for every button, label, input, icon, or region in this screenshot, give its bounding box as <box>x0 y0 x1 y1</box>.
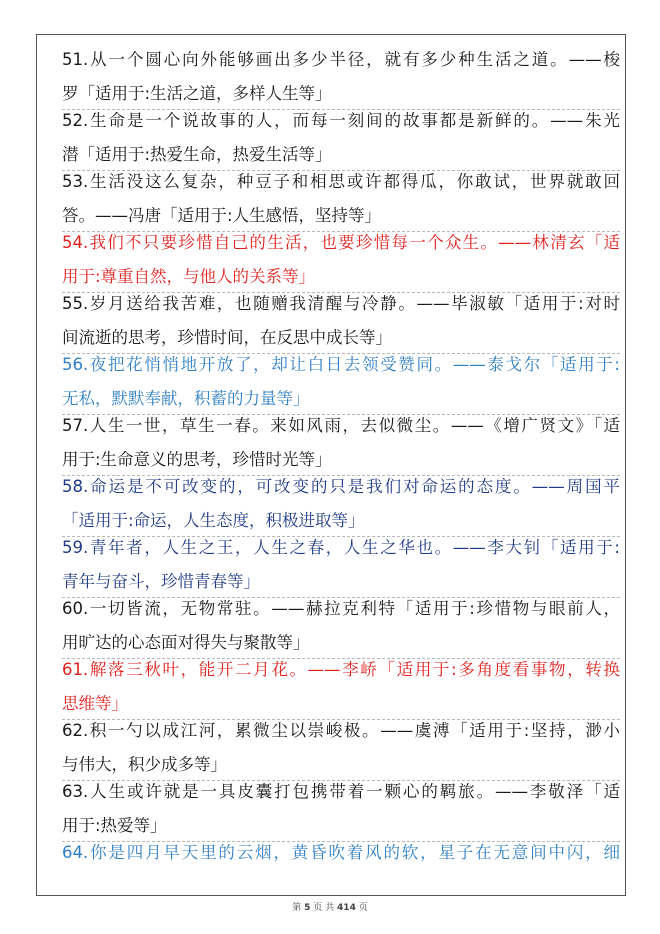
quote-line-2: 与伟大，积少成多等」 <box>62 755 227 774</box>
quote-line-1: 63.人生或许就是一具皮囊打包携带着一颗心的羁旅。——李敬泽「适 <box>62 782 620 801</box>
footer-prefix: 第 <box>292 903 302 913</box>
quote-line-1: 64.你是四月早天里的云烟，黄昏吹着风的软，星子在无意间中闪，细 <box>62 843 620 862</box>
quote-line-2: 用于:生命意义的思考，珍惜时光等」 <box>62 450 332 469</box>
quote-line-2: 「适用于:命运，人生态度，积极进取等」 <box>62 511 365 530</box>
quote-line-1: 52.生命是一个说故事的人，而每一刻间的故事都是新鲜的。——朱光 <box>62 111 620 130</box>
quote-entry <box>62 592 620 659</box>
quote-line-1: 53.生活没这么复杂，种豆子和相思或许都得瓜，你敢试，世界就敢回 <box>62 172 620 191</box>
footer-suffix: 页 <box>358 903 368 913</box>
quote-entry <box>62 470 620 537</box>
quote-entry <box>62 714 620 781</box>
footer-mid: 页 共 <box>313 903 335 913</box>
quote-line-1: 59.青年者，人生之王，人生之春，人生之华也。——李大钊「适用于: <box>62 538 620 557</box>
quote-line-2: 潜「适用于:热爱生命，热爱生活等」 <box>62 145 332 164</box>
quote-line-2: 间流逝的思考，珍惜时间，在反思中成长等」 <box>62 328 392 347</box>
quote-entry <box>62 409 620 476</box>
document-page <box>36 34 626 896</box>
quote-line-2: 用于:尊重自然，与他人的关系等」 <box>62 267 316 286</box>
page-footer <box>0 899 660 917</box>
footer-total-pages: 414 <box>337 903 356 913</box>
quote-line-2: 用于:热爱等」 <box>62 816 167 835</box>
quote-entry <box>62 226 620 293</box>
quote-entry <box>62 653 620 720</box>
quote-line-2: 无私，默默奉献，积蓄的力量等」 <box>62 389 310 408</box>
quote-line-1: 58.命运是不可改变的，可改变的只是我们对命运的态度。——周国平 <box>62 477 620 496</box>
quote-entry <box>62 104 620 171</box>
quote-entry <box>62 43 620 110</box>
quote-line-1: 57.人生一世，草生一春。来如风雨，去似微尘。——《增广贤文》「适 <box>62 416 620 435</box>
quote-line-1: 60.一切皆流，无物常驻。——赫拉克利特「适用于:珍惜物与眼前人， <box>62 599 620 618</box>
quote-line-1: 56.夜把花悄悄地开放了，却让白日去领受赞同。——泰戈尔「适用于: <box>62 355 620 374</box>
quote-line-2: 青年与奋斗，珍惜青春等」 <box>62 572 260 591</box>
quote-entry <box>62 165 620 232</box>
footer-page-number: 5 <box>304 903 311 913</box>
quote-line-1: 62.积一勺以成江河，累微尘以崇峻极。——虞溥「适用于:坚持，渺小 <box>62 721 620 740</box>
quote-line-2: 用旷达的心态面对得失与聚散等」 <box>62 633 310 652</box>
quote-line-2: 罗「适用于:生活之道，多样人生等」 <box>62 84 332 103</box>
quote-entry <box>62 287 620 354</box>
quote-line-1: 61.解落三秋叶，能开二月花。——李峤「适用于:多角度看事物，转换 <box>62 660 620 679</box>
quote-line-2: 思维等」 <box>62 694 128 713</box>
quote-line-1: 55.岁月送给我苦难，也随赠我清醒与冷静。——毕淑敏「适用于:对时 <box>62 294 620 313</box>
quote-line-1: 51.从一个圆心向外能够画出多少半径，就有多少种生活之道。——梭 <box>62 50 620 69</box>
quote-line-1: 54.我们不只要珍惜自己的生活，也要珍惜每一个众生。——林清玄「适 <box>62 233 620 252</box>
quote-entry <box>62 531 620 598</box>
quote-entry <box>62 775 620 842</box>
quote-line-2: 答。——冯唐「适用于:人生感悟，坚持等」 <box>62 206 382 225</box>
quote-entry <box>62 348 620 415</box>
quote-entry <box>62 836 620 870</box>
